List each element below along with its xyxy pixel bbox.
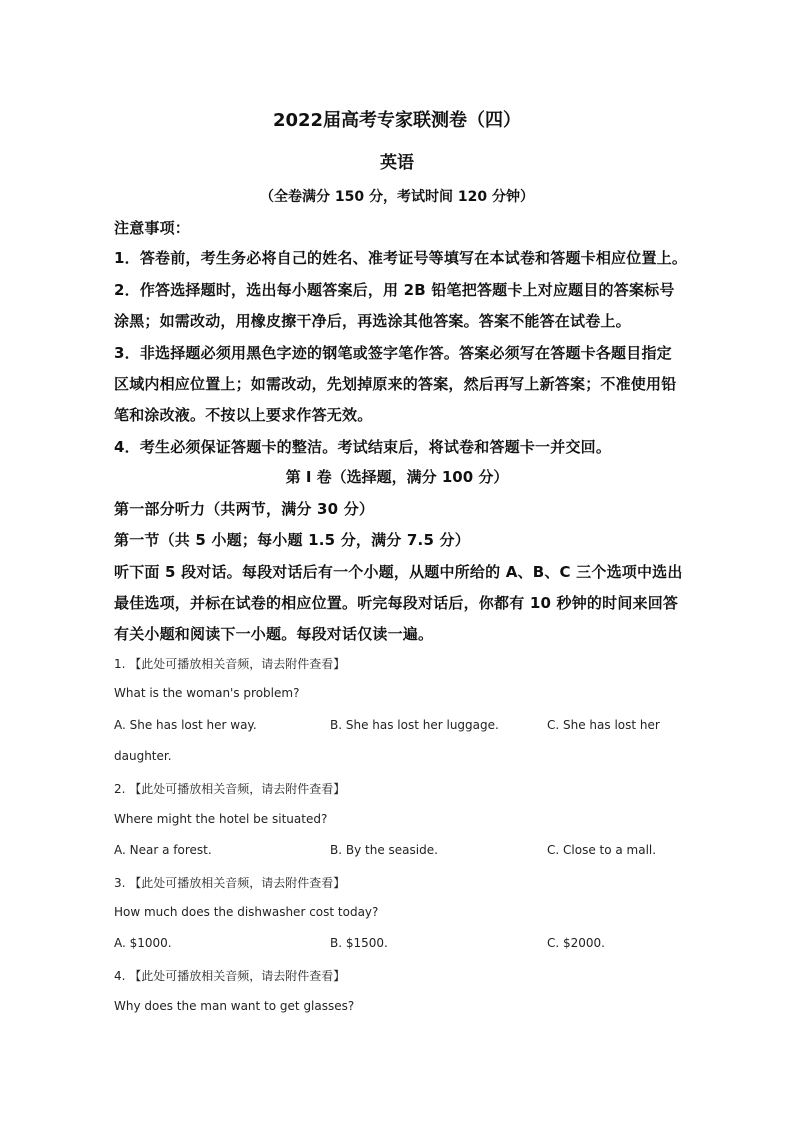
directions-line: 有关小题和阅读下一小题。每段对话仅读一遍。	[114, 625, 434, 643]
instruction-line: 涂黑；如需改动，用橡皮擦干净后，再选涂其他答案。答案不能答在试卷上。	[114, 312, 631, 330]
instruction-line: 2．作答选择题时，选出每小题答案后，用 2B 铅笔把答题卡上对应题目的答案标号	[114, 281, 675, 299]
option-c: C. $2000.	[547, 936, 605, 950]
instruction-line: 区域内相应位置上；如需改动，先划掉原来的答案，然后再写上新答案；不准使用铅	[114, 375, 677, 393]
score-note: （全卷满分 150 分，考试时间 120 分钟）	[260, 189, 534, 205]
instruction-line: 4．考生必须保证答题卡的整洁。考试结束后，将试卷和答题卡一并交回。	[114, 438, 612, 456]
option-c: C. Close to a mall.	[547, 843, 657, 857]
instruction-line: 1．答卷前，考生务必将自己的姓名、准考证号等填写在本试卷和答题卡相应位置上。	[114, 249, 688, 267]
question-stem: How much does the dishwasher cost today?	[114, 905, 379, 919]
section1-title: 第一节（共 5 小题；每小题 1.5 分，满分 7.5 分）	[114, 531, 470, 549]
volume-heading: 第 I 卷（选择题，满分 100 分）	[285, 468, 509, 486]
question-stem: What is the woman's problem?	[114, 686, 300, 700]
option-c: C. She has lost her	[547, 718, 660, 732]
option-c-continued: daughter.	[114, 749, 172, 763]
directions-line: 最佳选项，并标在试卷的相应位置。听完每段对话后，你都有 10 秒钟的时间来回答	[114, 594, 679, 612]
audio-placeholder[interactable]: 3. 【此处可播放相关音频，请去附件查看】	[114, 876, 346, 890]
question-stem: Where might the hotel be situated?	[114, 812, 328, 826]
option-a: A. Near a forest.	[114, 843, 212, 857]
option-b: B. $1500.	[330, 936, 388, 950]
question-stem: Why does the man want to get glasses?	[114, 999, 355, 1013]
option-b: B. She has lost her luggage.	[330, 718, 499, 732]
exam-title: 2022届高考专家联测卷（四）	[272, 110, 522, 131]
option-b: B. By the seaside.	[330, 843, 438, 857]
instructions-heading: 注意事项：	[114, 219, 191, 237]
option-a: A. She has lost her way.	[114, 718, 257, 732]
audio-placeholder[interactable]: 4. 【此处可播放相关音频，请去附件查看】	[114, 969, 346, 983]
instruction-line: 笔和涂改液。不按以上要求作答无效。	[114, 406, 373, 424]
exam-subject: 英语	[380, 153, 414, 173]
directions-line: 听下面 5 段对话。每段对话后有一个小题，从题中所给的 A、B、C 三个选项中选出	[114, 563, 683, 581]
instruction-line: 3．非选择题必须用黑色字迹的钢笔或签字笔作答。答案必须写在答题卡各题目指定	[114, 344, 672, 362]
option-a: A. $1000.	[114, 936, 172, 950]
audio-placeholder[interactable]: 2. 【此处可播放相关音频，请去附件查看】	[114, 782, 346, 796]
audio-placeholder[interactable]: 1. 【此处可播放相关音频，请去附件查看】	[114, 657, 346, 671]
part1-title: 第一部分听力（共两节，满分 30 分）	[114, 500, 375, 518]
